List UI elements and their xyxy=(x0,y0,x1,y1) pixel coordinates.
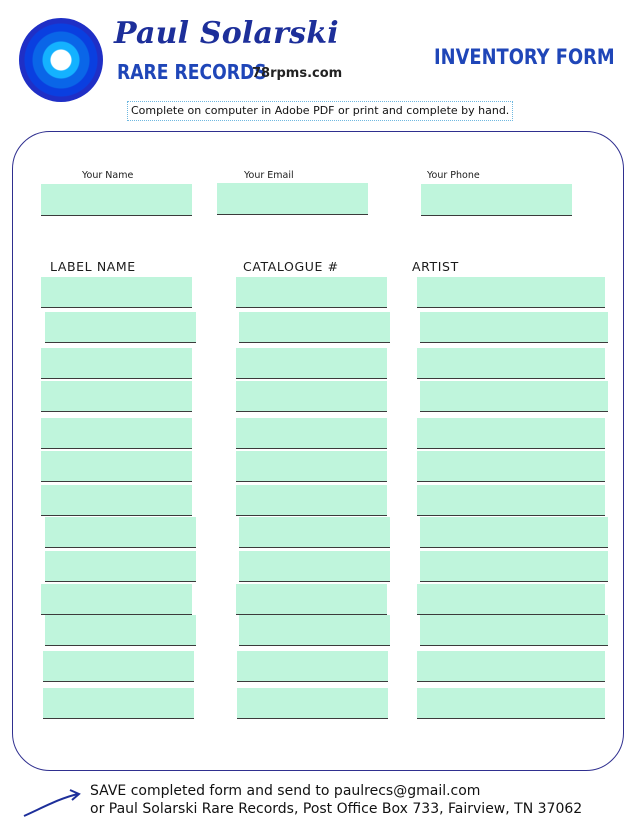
catalogue-field[interactable] xyxy=(236,277,387,308)
catalogue-field[interactable] xyxy=(236,418,387,449)
label-name-field[interactable] xyxy=(41,418,192,449)
artist-field[interactable] xyxy=(420,615,608,646)
label-name-field[interactable] xyxy=(41,584,192,615)
phone-label: Your Phone xyxy=(427,170,480,181)
name-field[interactable] xyxy=(41,184,192,216)
phone-field[interactable] xyxy=(421,184,572,216)
artist-field[interactable] xyxy=(417,584,605,615)
catalogue-field[interactable] xyxy=(237,651,388,682)
brand-name: Paul Solarski xyxy=(114,16,339,51)
label-name-field[interactable] xyxy=(41,348,192,379)
artist-field[interactable] xyxy=(417,688,605,719)
catalogue-field[interactable] xyxy=(236,485,387,516)
form-title: INVENTORY FORM xyxy=(434,45,615,69)
label-name-field[interactable] xyxy=(45,615,196,646)
footer-address: or Paul Solarski Rare Records, Post Office Box 733, Fairview, TN 37062 xyxy=(90,801,583,817)
label-name-field[interactable] xyxy=(45,551,196,582)
artist-field[interactable] xyxy=(417,451,605,482)
email-label: Your Email xyxy=(244,170,294,181)
label-name-field[interactable] xyxy=(43,651,194,682)
artist-field[interactable] xyxy=(417,485,605,516)
catalogue-field[interactable] xyxy=(236,348,387,379)
catalogue-header: CATALOGUE # xyxy=(243,259,339,274)
catalogue-field[interactable] xyxy=(239,517,390,548)
record-logo-icon xyxy=(19,18,103,102)
website-link[interactable]: 78rpms.com xyxy=(252,66,343,81)
catalogue-field[interactable] xyxy=(236,381,387,412)
artist-header: ARTIST xyxy=(412,259,459,274)
label-name-field[interactable] xyxy=(41,381,192,412)
email-field[interactable] xyxy=(217,183,368,215)
artist-field[interactable] xyxy=(417,277,605,308)
instructions-text: Complete on computer in Adobe PDF or print and complete by hand. xyxy=(127,101,513,121)
artist-field[interactable] xyxy=(420,381,608,412)
label-name-field[interactable] xyxy=(41,277,192,308)
catalogue-field[interactable] xyxy=(236,451,387,482)
footer-instructions: SAVE completed form and send to paulrecs@gmail.com xyxy=(90,783,481,799)
catalogue-field[interactable] xyxy=(239,615,390,646)
label-name-field[interactable] xyxy=(41,485,192,516)
catalogue-field[interactable] xyxy=(237,688,388,719)
artist-field[interactable] xyxy=(420,312,608,343)
brand-subtitle: RARE RECORDS xyxy=(117,60,267,84)
catalogue-field[interactable] xyxy=(239,312,390,343)
artist-field[interactable] xyxy=(420,551,608,582)
catalogue-field[interactable] xyxy=(239,551,390,582)
curved-arrow-icon xyxy=(20,786,84,820)
artist-field[interactable] xyxy=(417,348,605,379)
catalogue-field[interactable] xyxy=(236,584,387,615)
label-name-header: LABEL NAME xyxy=(50,259,136,274)
artist-field[interactable] xyxy=(417,418,605,449)
name-label: Your Name xyxy=(82,170,134,181)
label-name-field[interactable] xyxy=(43,688,194,719)
label-name-field[interactable] xyxy=(45,517,196,548)
label-name-field[interactable] xyxy=(41,451,192,482)
artist-field[interactable] xyxy=(417,651,605,682)
label-name-field[interactable] xyxy=(45,312,196,343)
artist-field[interactable] xyxy=(420,517,608,548)
